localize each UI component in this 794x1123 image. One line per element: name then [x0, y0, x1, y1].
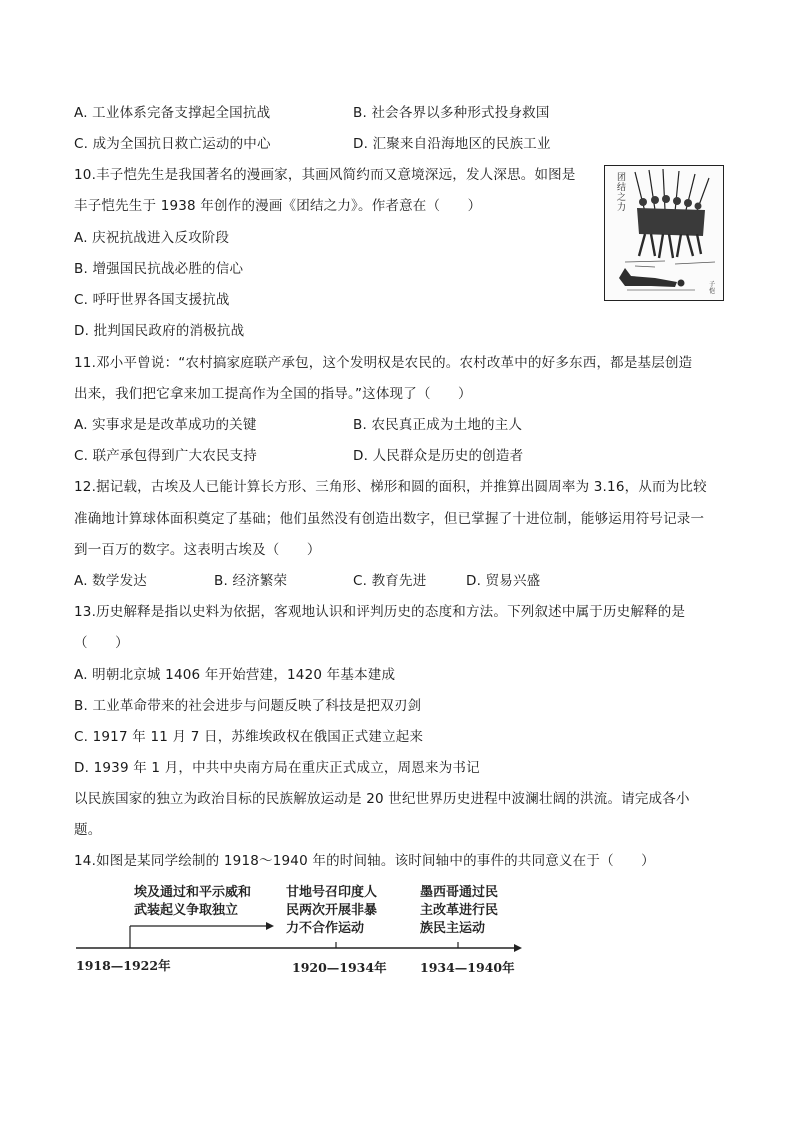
timeline-date-2: 1920—1934年 — [292, 960, 387, 975]
q13-stem-line2: （ ） — [74, 635, 129, 651]
q10-stem-line2: 丰子恺先生于 1938 年创作的漫画《团结之力》。作者意在（ ） — [74, 198, 482, 214]
q12-option-c: C. 教育先进 — [353, 573, 427, 589]
q12-stem-line2: 准确地计算球体面积奠定了基础；他们虽然没有创造出数字，但已掌握了十进位制，能够运用符号记录一 — [74, 511, 705, 527]
q12-stem-line3: 到一百万的数字。这表明古埃及（ ） — [74, 542, 321, 558]
timeline-event1-arrow — [266, 922, 274, 930]
cartoon-image — [604, 165, 724, 301]
q13-stem-line1: 13.历史解释是指以史料为依据，客观地认识和评判历史的态度和方法。下列叙述中属于历史解释的是 — [74, 604, 686, 620]
svg-text:恺: 恺 — [709, 288, 716, 295]
q9-option-b: B. 社会各界以多种形式投身救国 — [353, 105, 550, 121]
q9-option-c: C. 成为全国抗日救亡运动的中心 — [74, 136, 271, 152]
q12-option-a: A. 数学发达 — [74, 573, 147, 589]
q10-option-c: C. 呼吁世界各国支援抗战 — [74, 292, 230, 308]
q11-option-a: A. 实事求是是改革成功的关键 — [74, 417, 257, 433]
timeline-event3-line2: 主改革进行民 — [420, 903, 499, 918]
timeline-date-1: 1918—1922年 — [76, 958, 171, 973]
q10-option-d: D. 批判国民政府的消极抗战 — [74, 323, 245, 339]
q11-option-d: D. 人民群众是历史的创造者 — [353, 448, 524, 464]
q13-option-c: C. 1917 年 11 月 7 日，苏维埃政权在俄国正式建立起来 — [74, 729, 424, 745]
timeline-figure — [74, 880, 524, 980]
timeline-arrowhead — [514, 944, 522, 952]
timeline-event3-line1: 墨西哥通过民 — [420, 885, 499, 900]
q13-option-d: D. 1939 年 1 月，中共中央南方局在重庆正式成立，周恩来为书记 — [74, 760, 480, 776]
q12-stem-line1: 12.据记载，古埃及人已能计算长方形、三角形、梯形和圆的面积，并推算出圆周率为 3.16，从而为比较 — [74, 479, 707, 495]
q9-option-d: D. 汇聚来自沿海地区的民族工业 — [353, 136, 551, 152]
q11-option-c: C. 联产承包得到广大农民支持 — [74, 448, 258, 464]
timeline-event2-line3: 力不合作运动 — [286, 921, 365, 936]
timeline-event2-line1: 甘地号召印度人 — [286, 885, 378, 900]
q9-option-a: A. 工业体系完备支撑起全国抗战 — [74, 105, 271, 121]
q14-stem: 14.如图是某同学绘制的 1918～1940 年的时间轴。该时间轴中的事件的共同意义在于（ ） — [74, 853, 655, 869]
q12-option-b: B. 经济繁荣 — [214, 573, 288, 589]
q13-option-a: A. 明朝北京城 1406 年开始营建，1420 年基本建成 — [74, 667, 396, 683]
timeline-event1-line2: 武装起义争取独立 — [134, 903, 239, 918]
section-intro-line2: 题。 — [74, 822, 102, 838]
svg-text:子: 子 — [709, 281, 716, 288]
q11-stem-line1: 11.邓小平曾说：“农村搞家庭联产承包，这个发明权是农民的。农村改革中的好多东西，都是基层创造 — [74, 355, 693, 371]
cartoon-drawing — [605, 166, 723, 300]
q11-stem-line2: 出来，我们把它拿来加工提高作为全国的指导。”这体现了（ ） — [74, 386, 472, 402]
section-intro-line1: 以民族国家的独立为政治目标的民族解放运动是 20 世纪世界历史进程中波澜壮阔的洪流。请完成各小 — [74, 791, 690, 807]
timeline-event3-line3: 族民主运动 — [420, 921, 486, 936]
q10-stem-line1: 10.丰子恺先生是我国著名的漫画家，其画风简约而又意境深远，发人深思。如图是 — [74, 167, 576, 183]
svg-text:之: 之 — [617, 193, 627, 203]
q13-option-b: B. 工业革命带来的社会进步与问题反映了科技是把双刃剑 — [74, 698, 422, 714]
q11-option-b: B. 农民真正成为土地的主人 — [353, 417, 523, 433]
svg-text:力: 力 — [617, 203, 627, 213]
q10-option-a: A. 庆祝抗战进入反攻阶段 — [74, 230, 230, 246]
svg-text:团: 团 — [617, 173, 627, 183]
q10-option-b: B. 增强国民抗战必胜的信心 — [74, 261, 244, 277]
timeline-date-3: 1934—1940年 — [420, 960, 515, 975]
q12-option-d: D. 贸易兴盛 — [466, 573, 541, 589]
timeline-event2-line2: 民两次开展非暴 — [286, 903, 378, 918]
svg-text:结: 结 — [617, 183, 627, 193]
timeline-event1-line1: 埃及通过和平示威和 — [134, 885, 252, 900]
